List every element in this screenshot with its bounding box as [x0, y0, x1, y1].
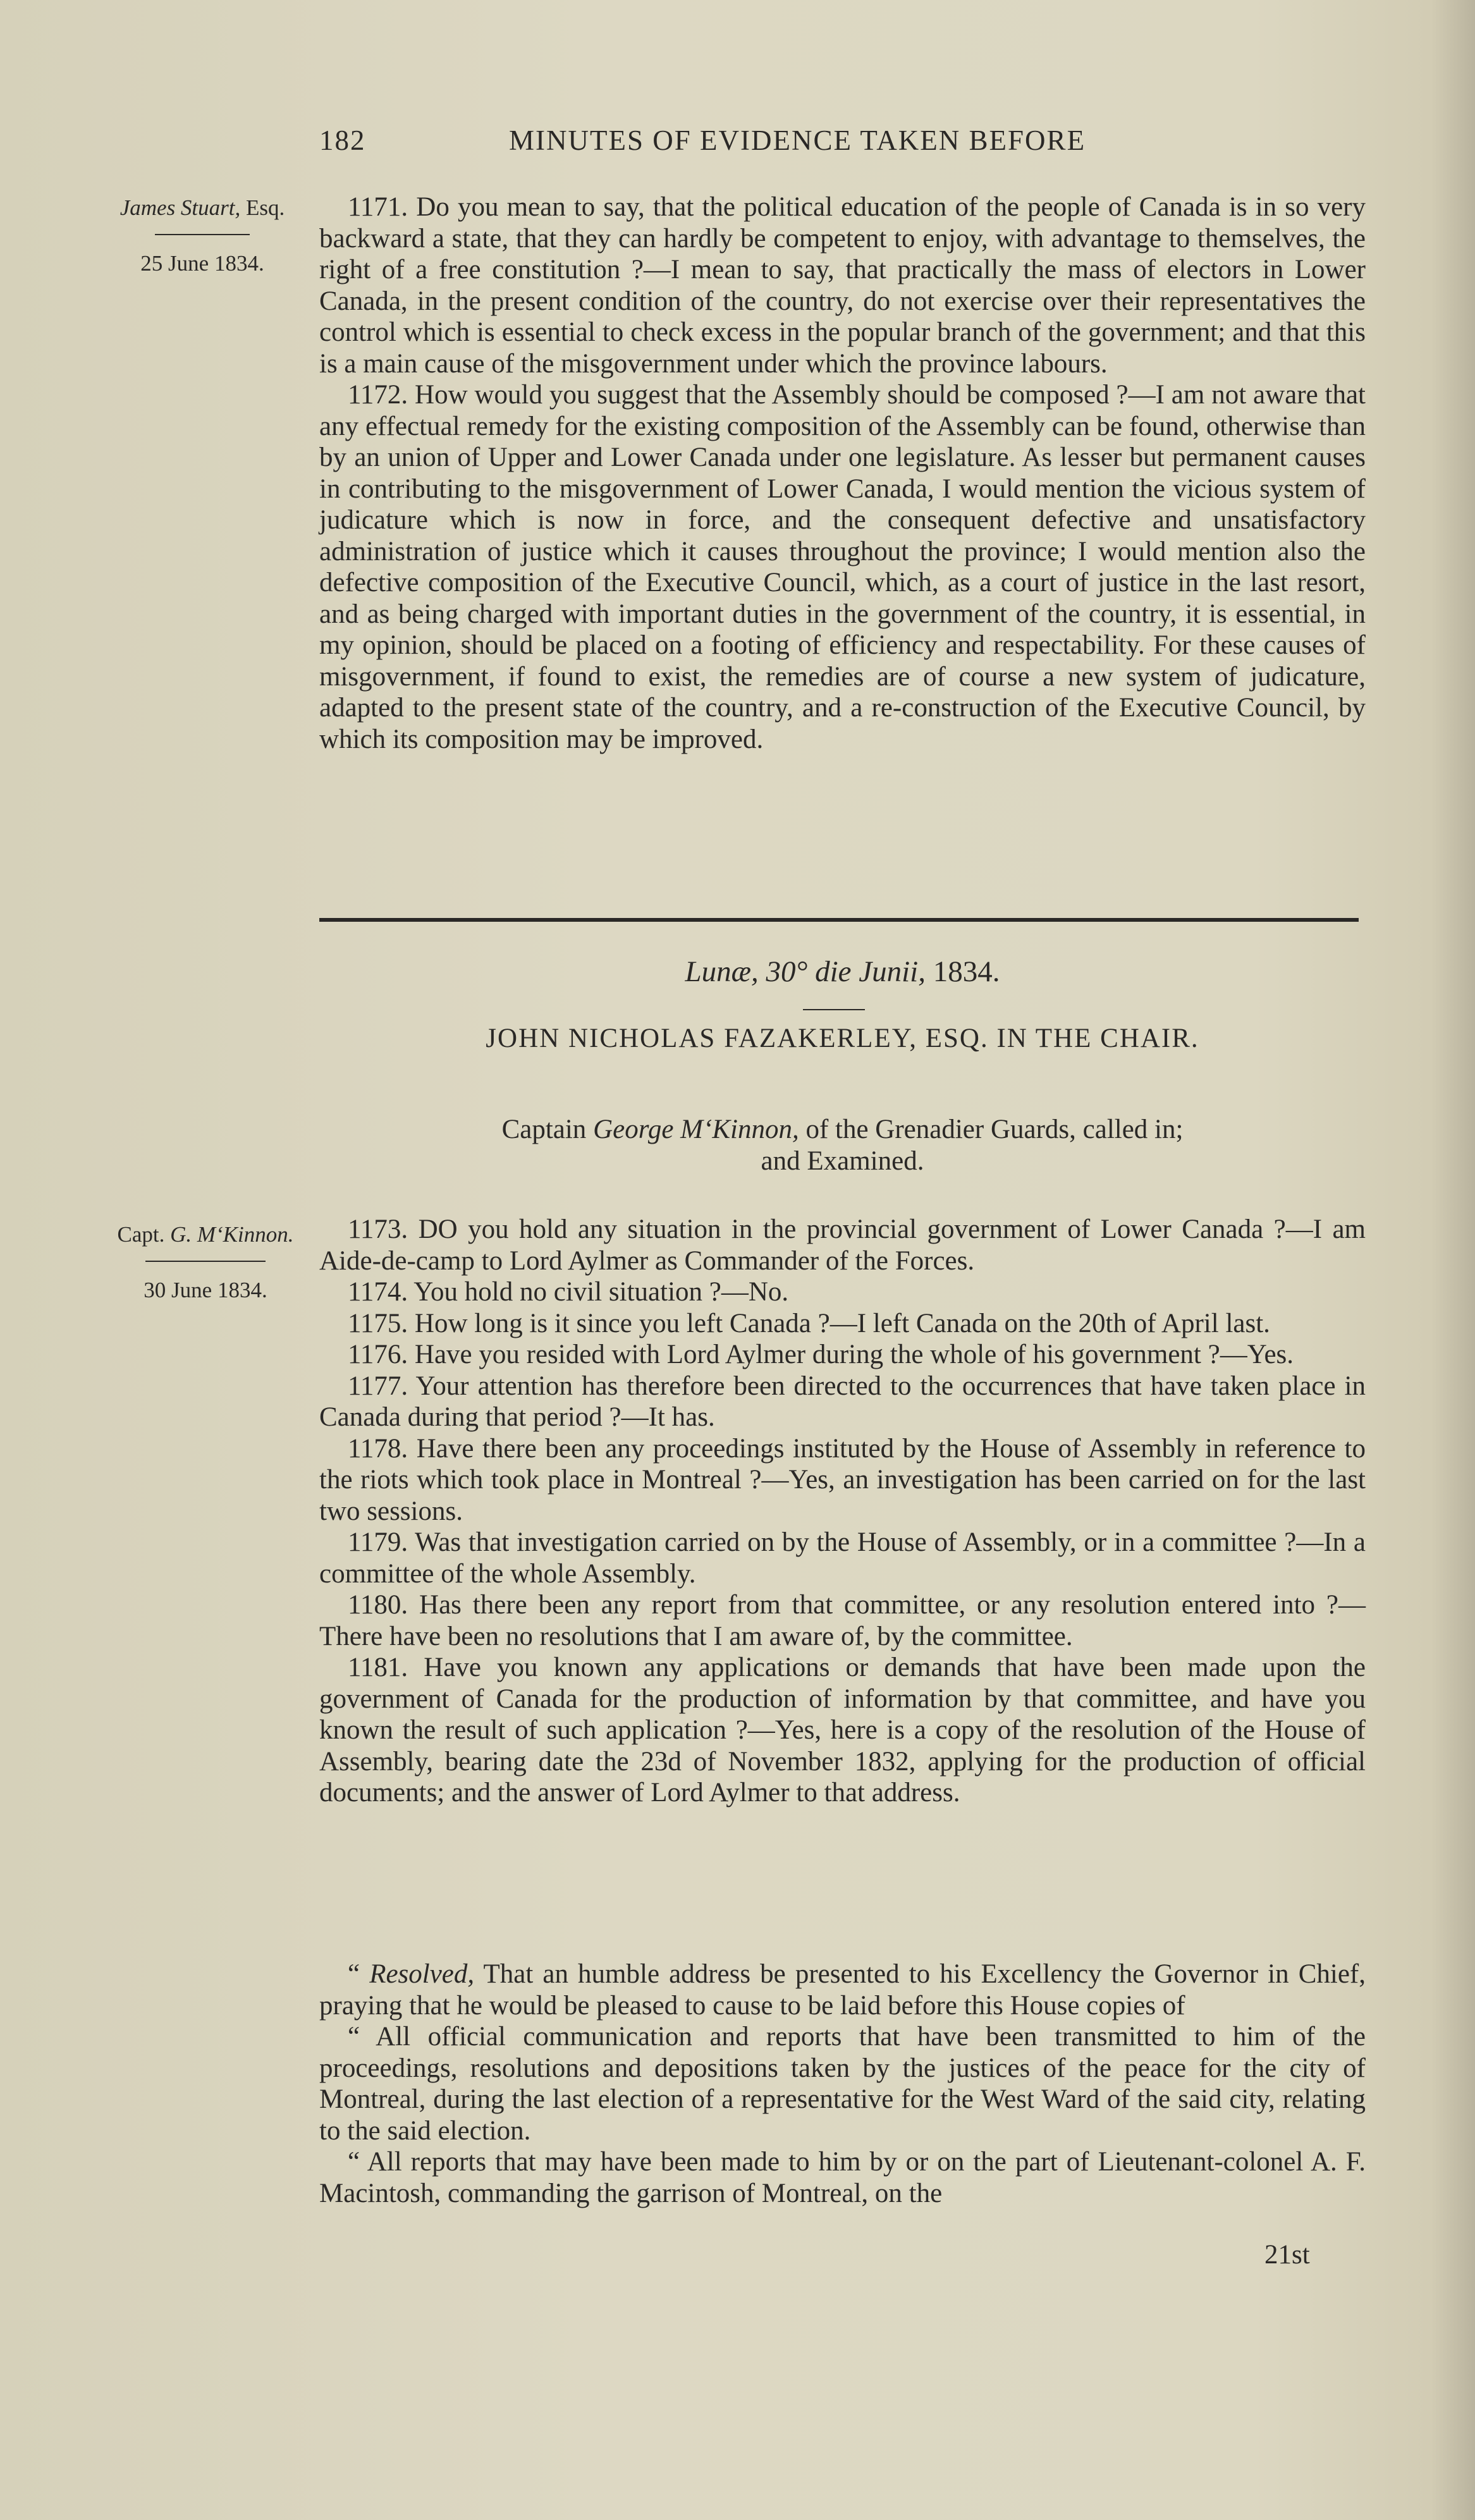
resolution-para-2: “ All official communication and reports that have been transmitted to him of the proceedings, resolutions and depositions taken by the justices of the peace for the city of Montreal, during the last election of a representative for the West Ward of the said city, relating to the said election.	[319, 2022, 1366, 2146]
witness-name: George M‘Kinnon,	[593, 1115, 799, 1144]
margin-date: 25 June 1834.	[140, 250, 264, 276]
catchword: 21st	[1264, 2240, 1310, 2270]
resolution-para-1-text: That an humble address be presented to his Excellency the Governor in Chief, praying that he would be pleased to cause to be laid before this House copies of	[319, 1959, 1366, 2021]
margin-witness-suffix: Esq.	[246, 195, 285, 220]
resolution-para-1: “ Resolved, That an humble address be presented to his Excellency the Governor in Chief, praying that he would be pleased to cause to be laid before this House copies of	[319, 1959, 1366, 2021]
session-date	[319, 955, 1366, 989]
resolved-word: Resolved,	[369, 1959, 475, 1989]
question-1171: 1171. Do you mean to say, that the political education of the people of Canada is in so very backward a state, that they can hardly be competent to enjoy, with advantage to themselves, the right of a free constitution ?—I mean to say, that practically the mass of electors in Lower Canada, in the present condition of the country, do not exercise over their representatives the control which is essential to check excess in the popular branch of the government; and that this is a main cause of the misgovernment under which the province labours.	[319, 192, 1366, 379]
witness-called	[319, 1114, 1366, 1177]
margin-witness-rank: Capt.	[117, 1222, 165, 1247]
margin-witness-name	[95, 193, 310, 223]
chair-line: JOHN NICHOLAS FAZAKERLEY, ESQ. IN THE CHAIR.	[486, 1024, 1199, 1053]
margin-witness-name	[98, 1220, 313, 1249]
evidence-section-1	[319, 192, 1366, 755]
question-1175: 1175. How long is it since you left Canada ?—I left Canada on the 20th of April last.	[348, 1308, 1270, 1338]
margin-witness-name-italic: James Stuart,	[119, 195, 241, 220]
question-1177: 1177. Your attention has therefore been directed to the occurrences that have taken place in Canada during that period ?—It has.	[319, 1371, 1366, 1432]
margin-note-witness-1	[95, 193, 310, 278]
question-1172: 1172. How would you suggest that the Assembly should be composed ?—I am not aware that any effectual remedy for the existing composition of the Assembly can be found, otherwise than by an union of Upper and Lower Canada under one legislature. As lesser but permanent causes in contributing to the misgovernment of Lower Canada, I would mention the vicious system of judicature which is now in force, and the consequent defective and unsatisfactory administration of justice which it causes throughout the province; I would mention also the defective composition of the Executive Council, which, as a court of justice in the last resort, and as being charged with important duties in the government of the country, it is essential, in my opinion, should be placed on a footing of efficiency and respectability. For these causes of misgovernment, if found to exist, the remedies are of course a new system of judicature, adapted to the present state of the country, and a re-construction of the Executive Council, by which its composition may be improved.	[319, 380, 1366, 754]
short-rule	[803, 1009, 865, 1010]
session-date-year: 1834.	[933, 955, 1000, 988]
session-date-italic: Lunæ, 30° die Junii,	[685, 955, 926, 988]
margin-note-witness-2	[98, 1220, 313, 1304]
section-divider	[319, 918, 1359, 922]
margin-date: 30 June 1834.	[144, 1277, 267, 1302]
witness-description: of the Grenadier Guards, called in;	[805, 1115, 1184, 1144]
witness-line-2: and Examined.	[761, 1146, 924, 1176]
question-1174: 1174. You hold no civil situation ?—No.	[348, 1277, 789, 1307]
witness-line-1	[319, 1114, 1366, 1146]
question-1176: 1176. Have you resided with Lord Aylmer during the whole of his government ?—Yes.	[348, 1340, 1294, 1369]
margin-witness-name-italic: G. M‘Kinnon.	[170, 1222, 294, 1247]
question-1180: 1180. Has there been any report from that committee, or any resolution entered into ?—There have been no resolutions that I am aware of, by the committee.	[319, 1590, 1366, 1651]
question-1178: 1178. Have there been any proceedings instituted by the House of Assembly in reference to the riots which took place in Montreal ?—Yes, an investigation has been carried on for the last two sessions.	[319, 1433, 1366, 1526]
question-1173: 1173. DO you hold any situation in the provincial government of Lower Canada ?—I am Aide-de-camp to Lord Aylmer as Commander of the Forces.	[319, 1214, 1366, 1276]
evidence-section-2	[319, 1214, 1366, 1809]
question-1181: 1181. Have you known any applications or demands that have been made upon the government of Canada for the production of information by that committee, and have you known the result of such application ?—Yes, here is a copy of the resolution of the House of Assembly, bearing date the 23d of November 1832, applying for the production of official documents; and the answer of Lord Aylmer to that address.	[319, 1653, 1366, 1807]
witness-title: Captain	[501, 1115, 587, 1144]
resolution-quote	[319, 1959, 1366, 2209]
resolution-para-3: “ All reports that may have been made to him by or on the part of Lieutenant-colonel A. F. Macintosh, commanding the garrison of Montreal, on the	[319, 2147, 1366, 2208]
margin-rule	[145, 1261, 266, 1262]
running-title: MINUTES OF EVIDENCE TAKEN BEFORE	[509, 125, 1086, 156]
margin-rule	[155, 234, 250, 235]
question-1179: 1179. Was that investigation carried on by the House of Assembly, or in a committee ?—In a committee of the whole Assembly.	[319, 1527, 1366, 1589]
running-header	[319, 124, 1369, 162]
page-number: 182	[319, 125, 366, 156]
